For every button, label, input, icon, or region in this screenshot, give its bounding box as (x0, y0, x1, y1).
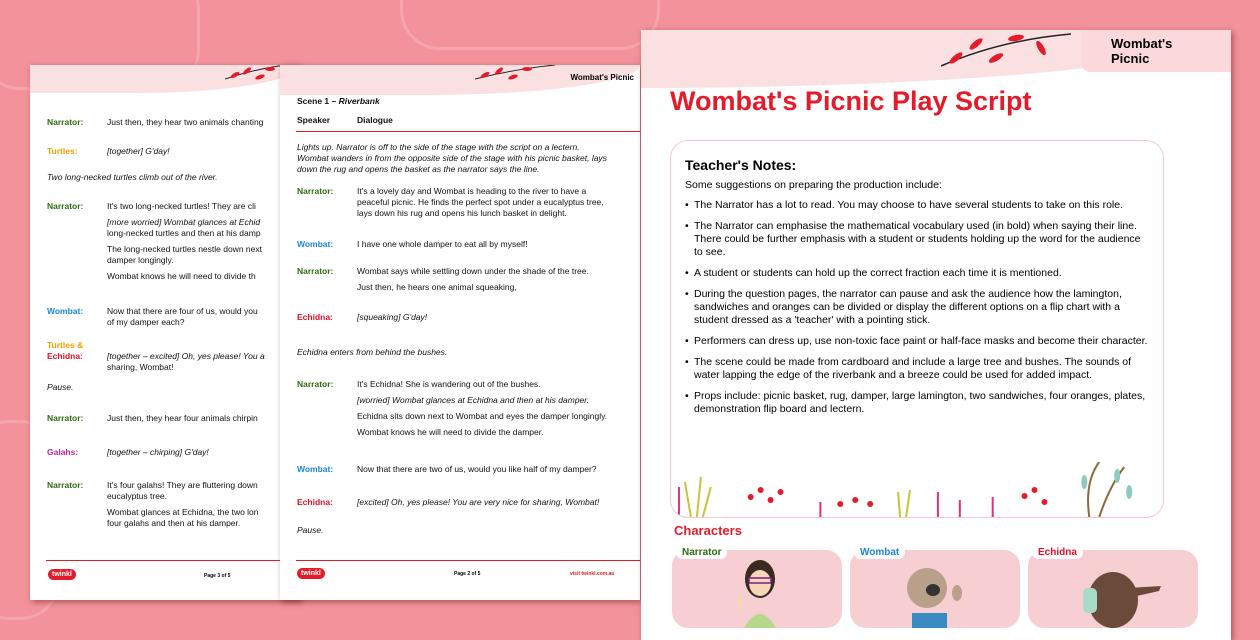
note-item: • The scene could be made from cardboard and include a large tree and bushes. The sounds of water lapping the edge of the riverbank and a breeze could be used for added impact. (685, 356, 1149, 382)
dialogue-line: Wombat says while settling down under the shade of the tree. (357, 266, 589, 276)
dialogue-line: It's four galahs! They are fluttering down (107, 480, 258, 490)
branch-decoration (941, 30, 1071, 70)
speaker-label: Narrator: (297, 266, 334, 276)
dialogue-line: Just then, they hear four animals chirpin (107, 413, 258, 423)
dialogue-line: Just then, they hear two animals chanting (107, 117, 264, 127)
site-link[interactable]: visit twinkl.com.au (570, 571, 615, 577)
dialogue-line: Wombat knows he will need to divide the damper. (357, 427, 544, 437)
dialogue-line: long-necked turtles and then at his damp (107, 228, 261, 238)
page-number: Page 2 of 5 (454, 571, 481, 577)
echidna-illustration (1073, 558, 1163, 628)
character-card-narrator (672, 547, 842, 628)
characters-heading: Characters (674, 523, 742, 538)
speaker-label: Narrator: (47, 480, 84, 490)
dialogue-line: peaceful picnic. He finds the perfect spot under a eucalyptus tree, (357, 197, 604, 207)
dialogue-line: It's two long-necked turtles! They are cli (107, 201, 256, 211)
stage-direction: Pause. (297, 525, 324, 535)
dialogue-line: Wombat knows he will need to divide th (107, 271, 256, 281)
background-decoration (400, 0, 660, 50)
speaker-label: Narrator: (297, 379, 334, 389)
notes-intro: Some suggestions on preparing the production include: (685, 179, 942, 191)
note-item: • The Narrator has a lot to read. You may choose to have several students to take on this role. (685, 199, 1149, 212)
narrator-illustration (734, 555, 784, 628)
branch-decoration (225, 65, 285, 85)
character-label: Echidna (1032, 546, 1083, 559)
speaker-label: Turtles & (47, 340, 84, 350)
plants-illustration (671, 462, 1163, 517)
dialogue-line: [together – excited] Oh, yes please! You a (107, 351, 265, 361)
dialogue-line: of my damper each? (107, 317, 185, 327)
speaker-label: Echidna: (47, 351, 83, 361)
note-item: • Performers can dress up, use non-toxic face paint or half-face masks and become their character. (685, 335, 1149, 348)
speaker-label: Echidna: (297, 312, 333, 322)
wombat-illustration (902, 558, 972, 628)
scene-label: Scene 1 – (297, 96, 339, 106)
speaker-label: Turtles: (47, 146, 78, 156)
note-item: • The Narrator can emphasise the mathematical vocabulary used (in bold) when saying their line. There could be further emphasis with a student or students holding up the word for the audience to see. (685, 220, 1149, 259)
dialogue-line: [more worried] Wombat glances at Echid (107, 217, 261, 227)
footer-line (46, 560, 292, 561)
speaker-label: Narrator: (47, 413, 84, 423)
branch-decoration (475, 65, 555, 85)
footer-line (296, 560, 640, 561)
stage-direction: Echidna enters from behind the bushes. (297, 347, 448, 357)
page-number: Page 3 of 5 (204, 573, 231, 579)
column-speaker: Speaker (297, 115, 331, 125)
dialogue-line: It's a lovely day and Wombat is heading to the river to have a (357, 186, 587, 196)
dialogue-line: Echidna sits down next to Wombat and eyes the damper longingly. (357, 411, 608, 421)
speaker-label: Wombat: (47, 306, 84, 316)
character-card-echidna (1028, 547, 1198, 628)
stage-direction (297, 142, 607, 175)
header-tab: Wombat's Picnic (1081, 30, 1231, 72)
dialogue-line: Just then, he hears one animal squeaking, (357, 282, 517, 292)
script-page-3 (30, 65, 300, 600)
dialogue-line: [excited] Oh, yes please! You are very nice for sharing, Wombat! (357, 497, 600, 507)
dialogue-line: The long-necked turtles nestle down next (107, 244, 262, 254)
character-label: Wombat (854, 546, 905, 559)
scene-place: Riverbank (338, 96, 380, 106)
dialogue-line: It's Echidna! She is wandering out of the bushes. (357, 379, 541, 389)
teachers-notes-box (670, 140, 1164, 518)
notes-heading: Teacher's Notes: (685, 157, 797, 173)
dialogue-line: Wombat glances at Echidna, the two lon (107, 507, 259, 517)
header-tab: Wombat's Picnic (570, 73, 634, 82)
twinkl-logo: twinkl (48, 569, 76, 580)
dialogue-line: lays down his rug and opens his lunch basket in delight. (357, 208, 567, 218)
character-label: Narrator (676, 546, 727, 559)
stage-direction: Pause. (47, 382, 74, 392)
dialogue-line: [worried] Wombat glances at Echidna and then at his damper. (357, 395, 590, 405)
speaker-label: Narrator: (47, 117, 84, 127)
speaker-label: Narrator: (47, 201, 84, 211)
note-item: • During the question pages, the narrator can pause and ask the audience how the lamington, sandwiches and oranges can be divided or display the different options on a flip chart with a student dressed as a 'teacher' with a pointing stick. (685, 288, 1149, 327)
direction-line: Wombat wanders in from the opposite side of the stage with his picnic basket, lays (297, 153, 607, 163)
note-item: • A student or students can hold up the correct fraction each time it is mentioned. (685, 267, 1149, 280)
dialogue-line: [together – chirping] G'day! (107, 447, 209, 457)
speaker-label: Narrator: (297, 186, 334, 196)
speaker-label: Wombat: (297, 239, 334, 249)
column-dialogue: Dialogue (357, 115, 393, 125)
dialogue-line: Now that there are four of us, would you (107, 306, 258, 316)
character-card-wombat (850, 547, 1020, 628)
script-page-2 (280, 65, 640, 600)
page-title: Wombat's Picnic Play Script (670, 86, 1032, 116)
notes-list (685, 199, 1149, 416)
scene-heading (297, 96, 380, 107)
dialogue-line: Now that there are two of us, would you like half of my damper? (357, 464, 597, 474)
dialogue-line: four galahs and then at his damper. (107, 518, 241, 528)
header-divider (296, 131, 640, 132)
dialogue-line: [together] G'day! (107, 146, 170, 156)
speaker-label: Echidna: (297, 497, 333, 507)
dialogue-line: sharing, Wombat! (107, 362, 174, 372)
speaker-label: Galahs: (47, 447, 79, 457)
stage-direction: Two long-necked turtles climb out of the river. (47, 172, 218, 182)
direction-line: Lights up. Narrator is off to the side of the stage with the script on a lectern. (297, 142, 580, 152)
dialogue-line: eucalyptus tree. (107, 491, 168, 501)
speaker-label: Wombat: (297, 464, 334, 474)
twinkl-logo: twinkl (297, 568, 325, 579)
direction-line: down the rug and opens the basket as the narrator says the line. (297, 164, 540, 174)
dialogue-line: [squeaking] G'day! (357, 312, 428, 322)
dialogue-line: damper longingly. (107, 255, 174, 265)
note-item: • Props include: picnic basket, rug, damper, large lamington, two sandwiches, four oranges, plates, demonstration flip board and lectern. (685, 390, 1149, 416)
script-page-1 (641, 30, 1231, 640)
dialogue-line: I have one whole damper to eat all by myself! (357, 239, 528, 249)
